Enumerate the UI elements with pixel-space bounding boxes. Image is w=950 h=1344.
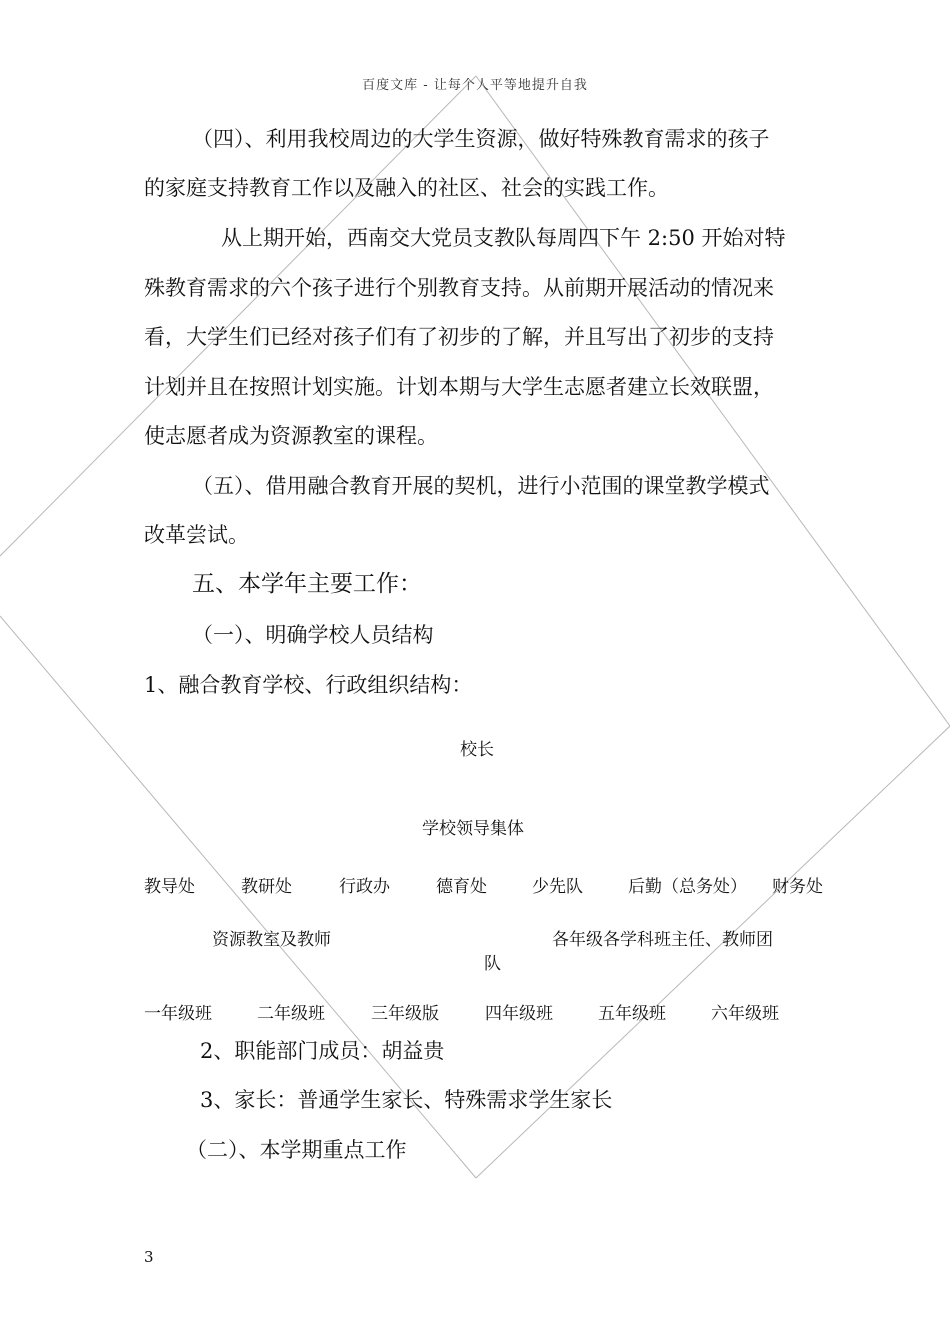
paragraph-volunteer-line-5: 使志愿者成为资源教室的课程。: [144, 424, 438, 448]
org-dept-5: 后勤（总务处）: [628, 877, 747, 897]
paragraph-4-line-2: 的家庭支持教育工作以及融入的社区、社会的实践工作。: [144, 176, 669, 200]
page-number: 3: [144, 1248, 154, 1266]
item-1-heading: 1、融合教育学校、行政组织结构：: [144, 673, 473, 697]
org-dept-2: 行政办: [339, 877, 390, 897]
org-dept-1: 教研处: [241, 877, 292, 897]
org-grade-1: 一年级班: [144, 1004, 212, 1024]
paragraph-volunteer-line-3: 看，大学生们已经对孩子们有了初步的了解，并且写出了初步的支持: [144, 325, 774, 349]
item-2: 2、职能部门成员：胡益贵: [200, 1039, 445, 1063]
org-dept-4: 少先队: [532, 877, 583, 897]
org-resource-room: 资源教室及教师: [212, 930, 331, 950]
page-header: 百度文库 - 让每个人平等地提升自我: [362, 78, 588, 93]
org-principal: 校长: [460, 740, 494, 760]
subsection-2-heading: （二）、本学期重点工作: [186, 1138, 407, 1162]
section-5-heading: 五、本学年主要工作：: [192, 571, 422, 597]
paragraph-4-line-1: （四）、利用我校周边的大学生资源，做好特殊教育需求的孩子: [192, 127, 770, 151]
org-grade-4: 四年级班: [485, 1004, 553, 1024]
org-leadership: 学校领导集体: [422, 819, 524, 839]
org-dept-6: 财务处: [772, 877, 823, 897]
org-teams-line-2: 队: [484, 954, 501, 974]
org-teams-line-1: 各年级各学科班主任、教师团: [552, 930, 773, 950]
paragraph-5-line-1: （五）、借用融合教育开展的契机，进行小范围的课堂教学模式: [192, 474, 770, 498]
subsection-1-heading: （一）、明确学校人员结构: [192, 623, 434, 647]
paragraph-5-line-2: 改革尝试。: [144, 523, 249, 547]
item-3: 3、家长：普通学生家长、特殊需求学生家长: [200, 1088, 613, 1112]
org-grade-3: 三年级版: [371, 1004, 439, 1024]
org-grade-5: 五年级班: [598, 1004, 666, 1024]
paragraph-volunteer-line-1: 从上期开始，西南交大党员支教队每周四下午 2:50 开始对特: [221, 226, 786, 250]
paragraph-volunteer-line-2: 殊教育需求的六个孩子进行个别教育支持。从前期开展活动的情况来: [144, 276, 774, 300]
paragraph-volunteer-line-4: 计划并且在按照计划实施。计划本期与大学生志愿者建立长效联盟，: [144, 375, 774, 399]
org-grade-6: 六年级班: [711, 1004, 779, 1024]
org-grade-2: 二年级班: [257, 1004, 325, 1024]
org-dept-0: 教导处: [144, 877, 195, 897]
org-dept-3: 德育处: [436, 877, 487, 897]
